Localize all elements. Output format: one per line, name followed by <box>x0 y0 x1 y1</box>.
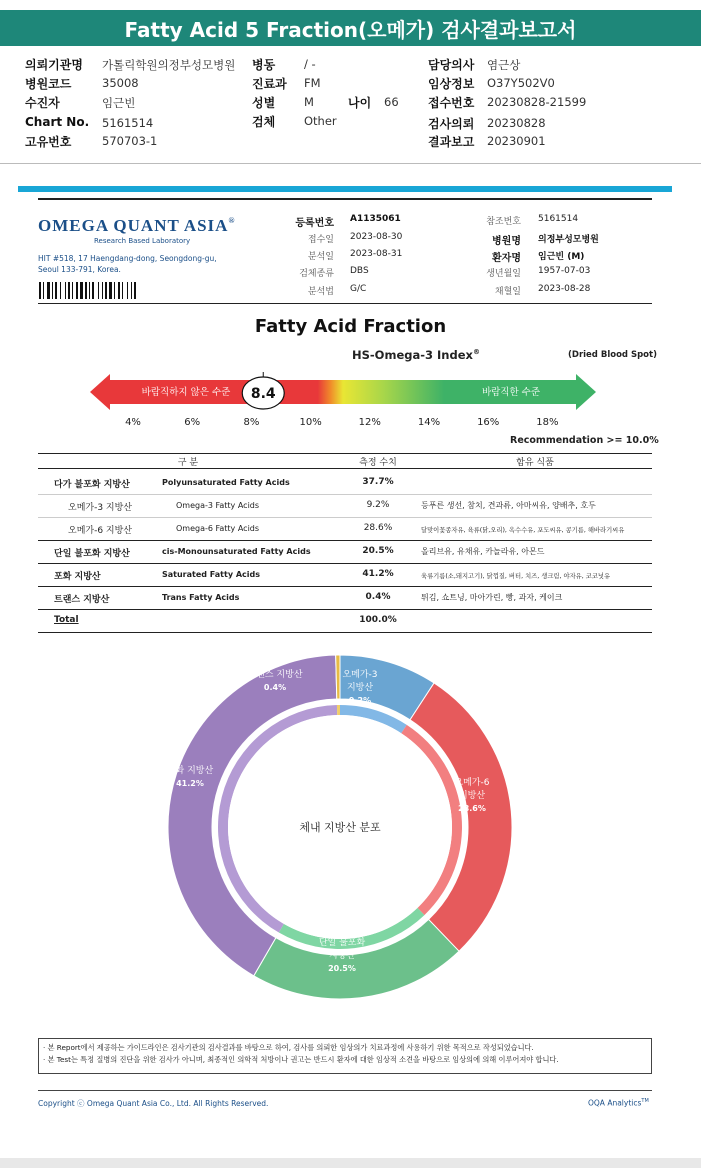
info1-value-4: G/C <box>350 284 367 294</box>
table-total-value: 100.0% <box>359 615 397 625</box>
donut-slice-value: 41.2% <box>176 779 204 788</box>
info2-label-0: 참조번호 <box>486 217 521 227</box>
row-category-kr: 오메가-3 지방산 <box>68 503 132 513</box>
lab-subtitle: Research Based Laboratory <box>94 237 191 245</box>
table-row <box>38 517 652 540</box>
hdr-mid-label-3: 검체 <box>252 115 276 129</box>
hdr-right-value-2: 20230828-21599 <box>487 95 587 109</box>
hdr-mid-label-2: 성별 <box>252 96 276 110</box>
row-food: 달맞이꽃종자유, 육류(닭,오리), 옥수수유, 포도씨유, 콩기름, 해바라기씨유 <box>421 527 625 534</box>
hdr-mid-value-3: Other <box>304 114 337 128</box>
info2-value-3: 1957-07-03 <box>538 266 591 276</box>
row-category-kr: 다가 불포화 지방산 <box>54 480 130 490</box>
donut-slice-value: 0.4% <box>263 683 287 692</box>
gauge-tick-label: 12% <box>358 417 381 428</box>
row-food: 육류기름(소,돼지고기), 닭껍질, 버터, 치즈, 생크림, 야자유, 코코넛유 <box>421 573 611 580</box>
info-divider <box>38 303 652 304</box>
row-category-kr: 오메가-6 지방산 <box>68 526 132 536</box>
hdr-age-value: 66 <box>384 95 399 109</box>
hdr-left-label-4: 고유번호 <box>25 135 72 149</box>
table-header-food: 함유 식품 <box>516 458 554 468</box>
table-bottom-rule <box>38 632 652 633</box>
lab-logo <box>38 216 235 236</box>
info1-value-2: 2023-08-31 <box>350 249 403 259</box>
donut-slice-value: 20.5% <box>328 964 356 973</box>
row-category-kr: 포화 지방산 <box>54 572 101 582</box>
fatty-acid-table <box>38 453 652 633</box>
hdr-right-label-3: 검사의뢰 <box>428 117 475 131</box>
donut-slice-label: 지방산 <box>346 683 374 693</box>
hdr-age-label: 나이 <box>348 96 372 110</box>
info2-label-2: 환자명 <box>492 253 521 264</box>
row-category-en: Polyunsaturated Fatty Acids <box>162 478 290 487</box>
footer-brand-text: OQA Analytics <box>588 1098 642 1108</box>
hdr-right-label-2: 접수번호 <box>428 96 475 110</box>
table-total-label: Total <box>54 615 79 625</box>
table-row <box>38 586 652 609</box>
info-col-1 <box>268 214 468 304</box>
donut-slice-label: 단일 불포화 <box>318 938 366 948</box>
table-top-rule <box>38 453 652 454</box>
hdr-right-label-1: 임상정보 <box>428 77 475 91</box>
hdr-left-value-0: 가톨릭학원의정부성모병원 <box>102 58 236 72</box>
donut-slice-inner <box>337 705 340 715</box>
copyright: Copyright ⓒ Omega Quant Asia Co., Ltd. All Rights Reserved. <box>38 1099 269 1108</box>
sample-type-note: (Dried Blood Spot) <box>568 350 657 360</box>
donut-slice-label: 오메가-3 <box>342 670 378 680</box>
fatty-acid-distribution-chart <box>160 655 520 1015</box>
hdr-mid-label-1: 진료과 <box>252 77 287 91</box>
donut-slice-label: 지방산 <box>328 951 356 961</box>
donut-slice-label: 지방산 <box>458 791 486 801</box>
row-food: 등푸른 생선, 참치, 견과류, 아마씨유, 양배추, 호두 <box>421 501 596 510</box>
report-title: Fatty Acid 5 Fraction(오메가) 검사결과보고서 <box>0 10 701 46</box>
hdr-right-value-0: 염근상 <box>487 58 521 72</box>
info1-value-1: 2023-08-30 <box>350 232 403 242</box>
row-value: 41.2% <box>362 569 394 579</box>
hdr-left-value-3: 5161514 <box>102 116 154 130</box>
table-row <box>38 563 652 586</box>
lab-name: OMEGA QUANT ASIA <box>38 216 229 235</box>
row-category-kr: 단일 불포화 지방산 <box>54 549 130 559</box>
row-category-en: Omega-6 Fatty Acids <box>176 524 260 533</box>
info2-value-0: 5161514 <box>538 214 579 224</box>
info2-label-3: 생년월일 <box>486 269 521 279</box>
table-row <box>38 540 652 563</box>
omega3-index-title-text: HS-Omega-3 Index <box>352 348 473 362</box>
hdr-right-value-4: 20230901 <box>487 134 546 148</box>
info1-label-2: 분석일 <box>307 252 334 262</box>
hdr-left-label-3: Chart No. <box>25 115 90 129</box>
footer-rule <box>38 1090 652 1091</box>
hdr-mid-value-1: FM <box>304 76 321 90</box>
donut-slice-label: 포화 지방산 <box>166 766 214 776</box>
info1-label-1: 접수일 <box>307 235 334 245</box>
donut-slice-value: 28.6% <box>458 804 486 813</box>
table-row <box>38 471 652 494</box>
row-value: 37.7% <box>362 477 394 487</box>
table-header-value: 측정 수치 <box>359 458 397 468</box>
info2-value-4: 2023-08-28 <box>538 284 591 294</box>
section-separator <box>18 186 672 192</box>
lab-address-line1: HIT #518, 17 Haengdang-dong, Seongdong-gu, <box>38 254 217 263</box>
hdr-right-label-0: 담당의사 <box>428 58 475 72</box>
row-value: 28.6% <box>363 523 393 533</box>
hdr-left-label-1: 병원코드 <box>25 77 72 91</box>
table-row <box>38 494 652 517</box>
hdr-left-label-0: 의뢰기관명 <box>25 58 83 72</box>
omega3-index-reg: ® <box>472 348 480 357</box>
row-value: 9.2% <box>366 500 390 510</box>
gauge-tick-label: 16% <box>477 417 500 428</box>
info1-value-3: DBS <box>350 266 369 276</box>
gauge-tick-label: 10% <box>299 417 322 428</box>
info-col-2 <box>455 214 655 304</box>
gauge-tick-label: 8% <box>243 417 260 428</box>
info1-label-4: 분석법 <box>307 287 334 297</box>
hdr-right-value-1: O37Y502V0 <box>487 76 555 90</box>
gauge-right-label: 바람직한 수준 <box>481 387 541 398</box>
donut-slice-label: 오메가-6 <box>454 778 490 788</box>
row-value: 0.4% <box>365 592 391 602</box>
hdr-left-value-2: 임근빈 <box>102 96 136 110</box>
info1-label-3: 검체종류 <box>299 269 334 279</box>
donut-slice-value: 9.2% <box>348 696 372 705</box>
table-header-rule <box>38 468 652 469</box>
table-row-rule <box>38 609 652 610</box>
section-title: Fatty Acid Fraction <box>254 316 447 337</box>
gauge-tick-label: 4% <box>125 417 141 428</box>
row-food: 튀김, 쇼트닝, 마아가린, 빵, 과자, 케이크 <box>421 593 563 602</box>
row-category-en: Saturated Fatty Acids <box>162 570 260 579</box>
hdr-mid-value-2: M <box>304 95 314 109</box>
donut-slice-outer <box>336 655 340 699</box>
hdr-left-value-1: 35008 <box>102 76 139 90</box>
omega3-index-title <box>352 348 480 362</box>
disclaimer-line-0: · 본 Report에서 제공하는 가이드라인은 검사기관의 검사결과를 바탕으로 하여, 검사를 의뢰한 임상의가 치료과정에 사용하기 위한 목적으로 작성되었습니다. <box>43 1043 534 1052</box>
patient-header <box>0 50 701 160</box>
info1-value-0: A1135061 <box>350 214 401 224</box>
gauge-ticks <box>0 417 701 431</box>
lab-address-line2: Seoul 133-791, Korea. <box>38 265 121 274</box>
hdr-mid-value-0: / - <box>304 57 316 71</box>
lab-logo-reg: ® <box>228 216 236 225</box>
hdr-right-label-4: 결과보고 <box>428 135 475 149</box>
footer-brand <box>588 1098 649 1108</box>
omega3-index-gauge <box>88 370 598 414</box>
row-category-en: cis-Monounsaturated Fatty Acids <box>162 547 311 556</box>
row-food: 올리브유, 유채유, 카놀라유, 아몬드 <box>421 547 545 556</box>
donut-slice-label: 트랜스 지방산 <box>247 670 303 680</box>
hdr-mid-label-0: 병동 <box>252 58 276 72</box>
row-category-kr: 트랜스 지방산 <box>54 595 110 605</box>
barcode <box>39 282 171 299</box>
gauge-tick-label: 18% <box>536 417 559 428</box>
disclaimer-box <box>38 1038 652 1074</box>
table-header-category: 구 분 <box>177 458 199 468</box>
row-category-en: Omega-3 Fatty Acids <box>176 501 260 510</box>
hdr-left-label-2: 수진자 <box>25 96 60 110</box>
gauge-value: 8.4 <box>250 386 276 402</box>
info2-value-2: 임근빈 (M) <box>538 252 585 262</box>
info2-label-4: 채혈일 <box>494 287 521 297</box>
gauge-left-label: 바람직하지 않은 수준 <box>141 387 231 398</box>
report-card-top-rule <box>38 198 652 200</box>
row-value: 20.5% <box>362 546 394 556</box>
info2-label-1: 병원명 <box>492 236 521 247</box>
footer-brand-tm: TM <box>641 1098 649 1104</box>
gauge-value-marker <box>242 372 284 409</box>
chart-center-label: 체내 지방산 분포 <box>299 821 381 834</box>
gauge-tick-label: 14% <box>417 417 441 428</box>
recommendation: Recommendation >= 10.0% <box>510 435 659 446</box>
hdr-right-value-3: 20230828 <box>487 116 546 130</box>
header-divider <box>0 163 701 164</box>
info2-value-1: 의정부성모병원 <box>538 235 599 245</box>
row-category-en: Trans Fatty Acids <box>162 593 240 602</box>
hdr-left-value-4: 570703-1 <box>102 134 158 148</box>
info1-label-0: 등록번호 <box>295 218 334 229</box>
disclaimer-line-1: · 본 Test는 특정 질병의 진단을 위한 검사가 아니며, 최종적인 의학적 처방이나 권고는 반드시 환자에 대한 임상적 소견을 바탕으로 임상의에 의해 이루어져야 합니다. <box>43 1055 559 1064</box>
page-bottom-strip <box>0 1158 701 1168</box>
gauge-tick-label: 6% <box>184 417 201 428</box>
